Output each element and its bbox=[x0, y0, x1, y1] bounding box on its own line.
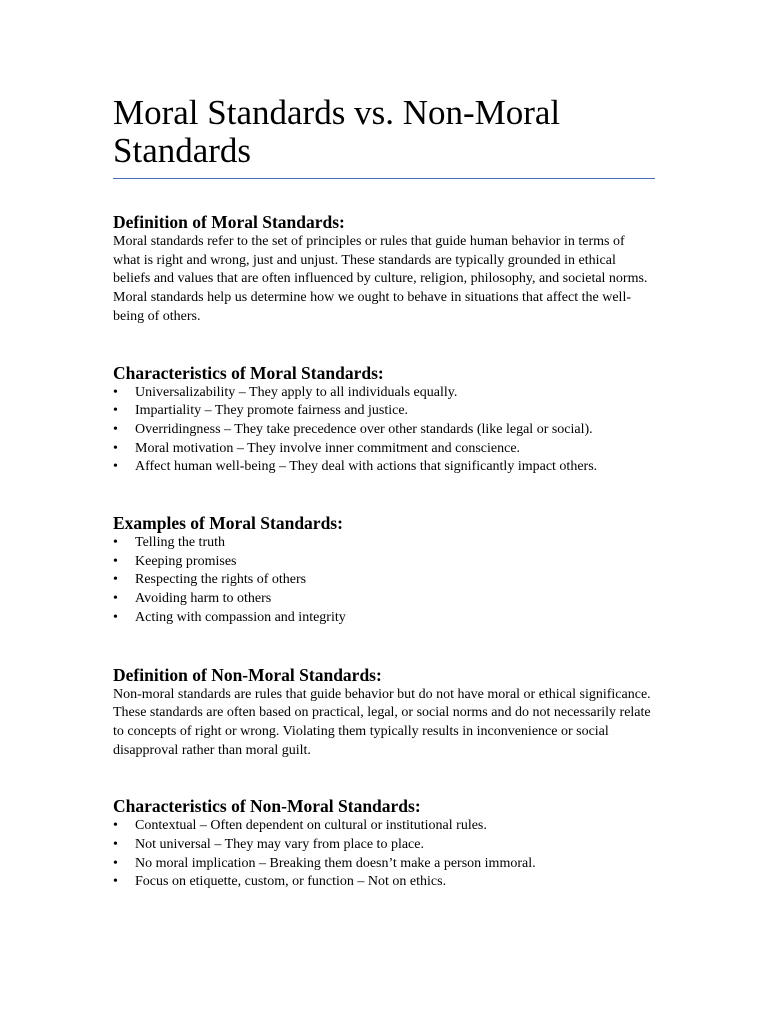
list-item bbox=[113, 402, 655, 421]
list-item-text: Affect human well-being – They deal with actions that significantly impact others. bbox=[135, 459, 598, 475]
bullet-icon: • bbox=[113, 403, 118, 419]
bullet-list bbox=[113, 817, 655, 892]
list-item-text: Not universal – They may vary from place to place. bbox=[135, 837, 424, 853]
section-heading: Definition of Moral Standards: bbox=[113, 212, 345, 232]
list-item-text: Acting with compassion and integrity bbox=[135, 609, 346, 625]
list-item bbox=[113, 458, 655, 477]
section-definition-moral bbox=[113, 211, 655, 327]
list-item-text: Universalizability – They apply to all individuals equally. bbox=[135, 384, 458, 400]
bullet-list bbox=[113, 384, 655, 478]
list-item bbox=[113, 609, 655, 628]
bullet-icon: • bbox=[113, 459, 118, 475]
list-item-text: Respecting the rights of others bbox=[135, 572, 307, 588]
list-item-text: Moral motivation – They involve inner commitment and conscience. bbox=[135, 440, 521, 456]
list-item bbox=[113, 440, 655, 459]
document-body bbox=[113, 94, 655, 892]
list-item-text: Impartiality – They promote fairness and justice. bbox=[135, 403, 409, 419]
section-heading: Examples of Moral Standards: bbox=[113, 513, 343, 534]
bullet-icon: • bbox=[113, 818, 118, 834]
section-heading: Characteristics of Moral Standards: bbox=[113, 362, 384, 383]
list-item-text: Avoiding harm to others bbox=[135, 591, 272, 607]
list-item bbox=[113, 817, 655, 836]
list-item bbox=[113, 553, 655, 572]
list-item bbox=[113, 855, 655, 874]
list-item bbox=[113, 590, 655, 609]
bullet-list bbox=[113, 534, 655, 628]
section-heading: Characteristics of Non-Moral Standards: bbox=[113, 796, 421, 817]
list-item bbox=[113, 384, 655, 403]
bullet-icon: • bbox=[113, 535, 118, 551]
section-examples-moral bbox=[113, 512, 655, 628]
list-item-text: Keeping promises bbox=[135, 553, 237, 569]
list-item-text: No moral implication – Breaking them doesn’t make a person immoral. bbox=[135, 855, 536, 871]
list-item bbox=[113, 873, 655, 892]
section-characteristics-non-moral bbox=[113, 795, 655, 892]
bullet-icon: • bbox=[113, 874, 118, 890]
bullet-icon: • bbox=[113, 591, 118, 607]
list-item-text: Contextual – Often dependent on cultural or institutional rules. bbox=[135, 818, 487, 834]
section-definition-non-moral bbox=[113, 664, 655, 761]
bullet-icon: • bbox=[113, 440, 118, 456]
list-item-text: Overridingness – They take precedence over other standards (like legal or social). bbox=[135, 421, 593, 437]
bullet-icon: • bbox=[113, 553, 118, 569]
section-characteristics-moral bbox=[113, 362, 655, 478]
section-heading: Definition of Non-Moral Standards: bbox=[113, 664, 382, 685]
bullet-icon: • bbox=[113, 609, 118, 625]
bullet-icon: • bbox=[113, 384, 118, 400]
list-item bbox=[113, 571, 655, 590]
list-item bbox=[113, 534, 655, 553]
section-paragraph: Moral standards refer to the set of principles or rules that guide human behavior in terms of what is right and wrong, just and unjust. These standards are typically grounded in ethical beliefs and values that are often influenced by culture, religion, philosophy, and societal norms. Moral standards help us determine how we ought to behave in situations that affect the well-being of others. bbox=[113, 234, 648, 324]
list-item-text: Telling the truth bbox=[135, 535, 226, 551]
bullet-icon: • bbox=[113, 572, 118, 588]
list-item bbox=[113, 421, 655, 440]
bullet-icon: • bbox=[113, 421, 118, 437]
section-paragraph: Non-moral standards are rules that guide behavior but do not have moral or ethical significance. These standards are often based on practical, legal, or social norms and do not necessarily relate to concepts of right or wrong. Violating them typically results in inconvenience or social disapproval rather than moral guilt. bbox=[113, 686, 651, 758]
document-title: Moral Standards vs. Non-Moral Standards bbox=[113, 94, 655, 179]
bullet-icon: • bbox=[113, 837, 118, 853]
list-item bbox=[113, 836, 655, 855]
bullet-icon: • bbox=[113, 855, 118, 871]
list-item-text: Focus on etiquette, custom, or function – Not on ethics. bbox=[135, 874, 447, 890]
